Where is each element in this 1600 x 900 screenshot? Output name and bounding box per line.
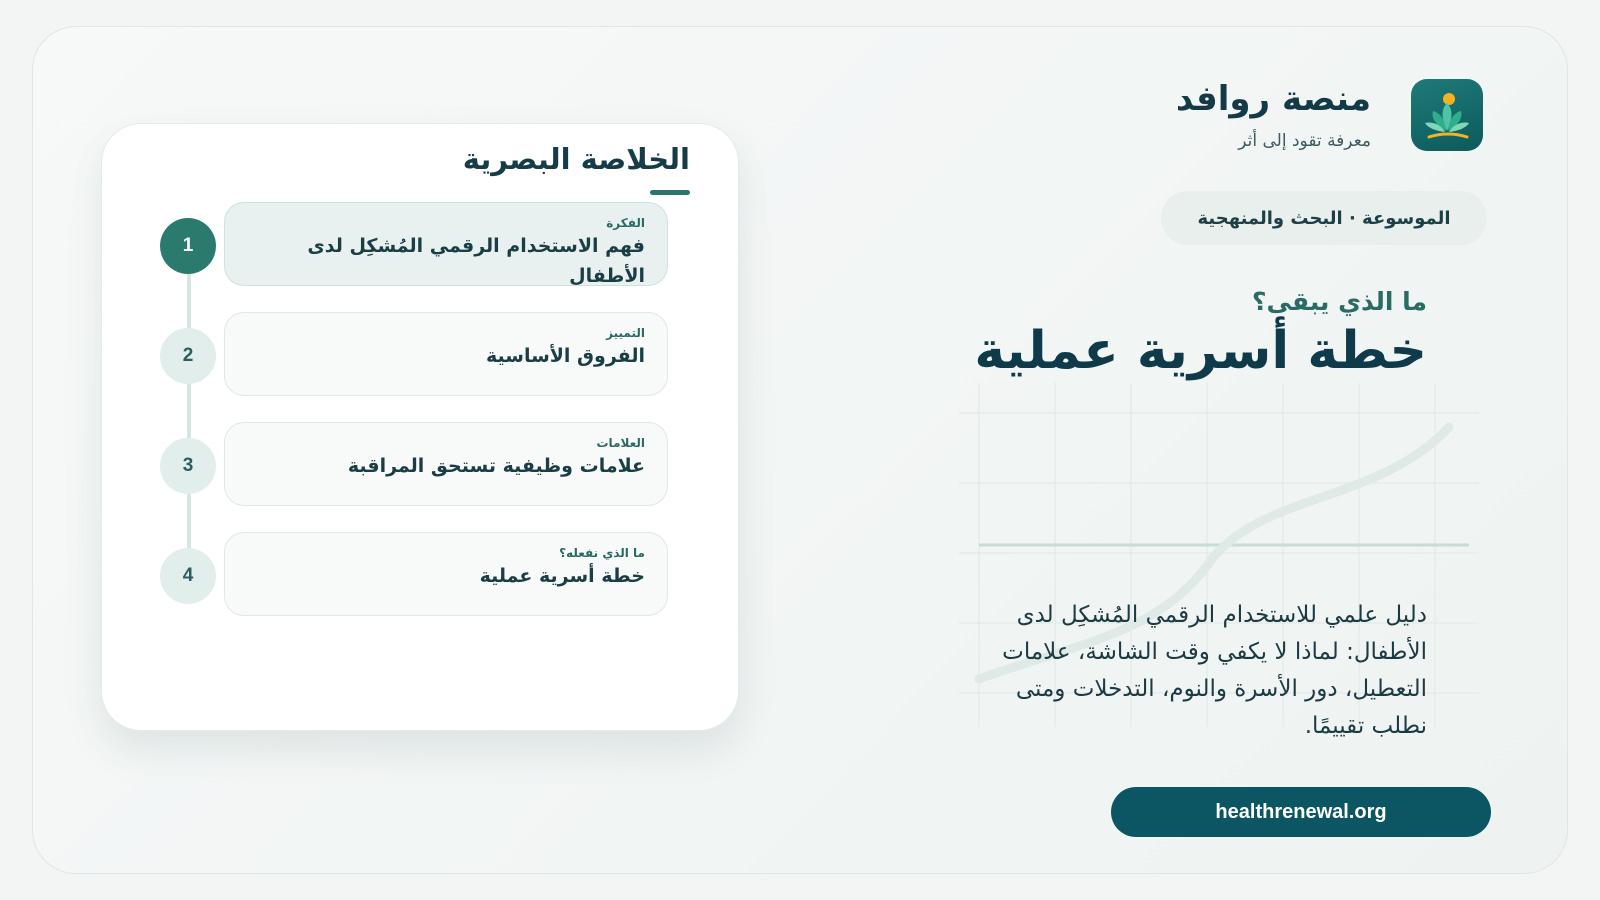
- step-card-4[interactable]: [224, 532, 668, 616]
- step-label: الفكرة: [606, 216, 645, 230]
- title-underline: [650, 190, 690, 195]
- step-text: فهم الاستخدام الرقمي المُشكِل لدى الأطفال: [307, 235, 645, 287]
- step-card-1[interactable]: [224, 202, 668, 286]
- step-label: العلامات: [596, 436, 645, 450]
- step-number-2: 2: [160, 328, 216, 384]
- lotus-sun-icon: [1411, 79, 1483, 151]
- step-text: خطة أسرية عملية: [479, 565, 645, 587]
- step-number-1: 1: [160, 218, 216, 274]
- visual-summary-card: [101, 123, 739, 731]
- step-text: الفروق الأساسية: [486, 345, 645, 367]
- step-card-3[interactable]: [224, 422, 668, 506]
- step-label: ما الذي نفعله؟: [559, 546, 645, 560]
- step-card-2[interactable]: [224, 312, 668, 396]
- step-number-3: 3: [160, 438, 216, 494]
- page-title: خطة أسرية عملية: [974, 321, 1427, 381]
- slide-frame: [32, 26, 1568, 874]
- kicker-question: ما الذي يبقى؟: [1252, 287, 1427, 316]
- description-text: دليل علمي للاستخدام الرقمي المُشكِل لدى الأطفال: لماذا لا يكفي وقت الشاشة، علامات التعطيل، دور الأسرة والنوم، التدخلات ومتى نطلب تقييمًا.: [1002, 602, 1427, 739]
- brand-name: منصة روافد: [1175, 79, 1371, 119]
- brand-tagline: معرفة تقود إلى أثر: [1238, 131, 1371, 151]
- website-link-button[interactable]: healthrenewal.org: [1111, 787, 1491, 837]
- step-label: التمييز: [606, 326, 645, 340]
- card-title: الخلاصة البصرية: [462, 142, 690, 176]
- step-number-4: 4: [160, 548, 216, 604]
- step-text: علامات وظيفية تستحق المراقبة: [347, 455, 645, 477]
- category-pill[interactable]: الموسوعة · البحث والمنهجية: [1161, 191, 1487, 245]
